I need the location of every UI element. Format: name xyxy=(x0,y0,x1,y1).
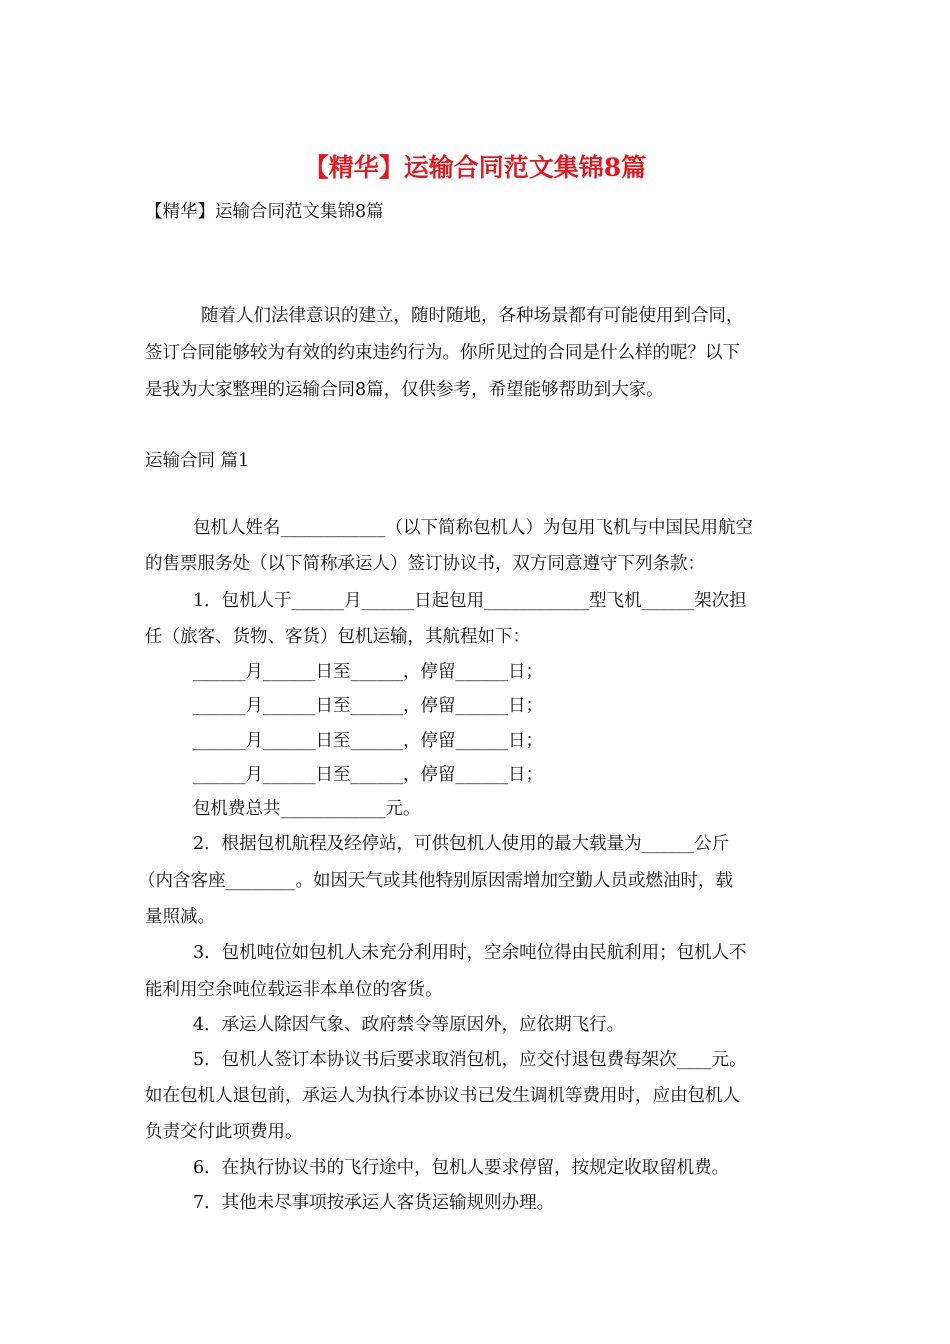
body-line: 6．在执行协议书的飞行途中，包机人要求停留，按规定收取留机费。 xyxy=(193,1158,730,1178)
body-line: 任（旅客、货物、客货）包机运输，其航程如下： xyxy=(145,627,530,647)
body-line: 3．包机吨位如包机人未充分利用时，空余吨位得由民航利用；包机人不 xyxy=(193,943,747,963)
body-line: ______月______日至______，停留______日； xyxy=(193,765,543,785)
body-line: 如在包机人退包前，承运人为执行本协议书已发生调机等费用时，应由包机人 xyxy=(145,1086,740,1106)
body-line: 包机人姓名____________（以下简称包机人）为包用飞机与中国民用航空 xyxy=(193,518,753,538)
body-line: ______月______日至______，停留______日； xyxy=(193,696,543,716)
body-line: 包机费总共____________元。 xyxy=(193,799,421,819)
body-line: 2．根据包机航程及经停站，可供包机人使用的最大载量为______公斤 xyxy=(193,834,730,854)
document-subtitle: 【精华】运输合同范文集锦8篇 xyxy=(145,202,384,222)
body-line: 量照减。 xyxy=(145,907,215,927)
body-line: 4．承运人除因气象、政府禁令等原因外，应依期飞行。 xyxy=(193,1015,625,1035)
body-line: ______月______日至______，停留______日； xyxy=(193,731,543,751)
intro-line: 随着人们法律意识的建立，随时随地，各种场景都有可能使用到合同， xyxy=(201,306,744,326)
body-line: 5．包机人签订本协议书后要求取消包机，应交付退包费每架次____元。 xyxy=(193,1050,747,1070)
intro-line: 是我为大家整理的运输合同8篇，仅供参考，希望能够帮助到大家。 xyxy=(145,380,664,400)
body-line: 1．包机人于______月______日起包用____________型飞机______架次担 xyxy=(193,591,747,611)
body-line: 能利用空余吨位载运非本单位的客货。 xyxy=(145,980,443,1000)
body-line: ______月______日至______，停留______日； xyxy=(193,662,543,682)
section-heading: 运输合同 篇1 xyxy=(145,451,250,471)
intro-line: 签订合同能够较为有效的约束违约行为。你所见过的合同是什么样的呢？以下 xyxy=(145,343,740,363)
document-title: 【精华】运输合同范文集锦8篇 xyxy=(303,153,647,182)
body-line: （内含客座________。如因天气或其他特别原因需增加空勤人员或燃油时，载 xyxy=(138,871,733,891)
body-line: 7．其他未尽事项按承运人客货运输规则办理。 xyxy=(193,1193,555,1213)
body-line: 负责交付此项费用。 xyxy=(145,1122,303,1142)
body-line: 的售票服务处（以下简称承运人）签订协议书，双方同意遵守下列条款： xyxy=(145,554,705,574)
